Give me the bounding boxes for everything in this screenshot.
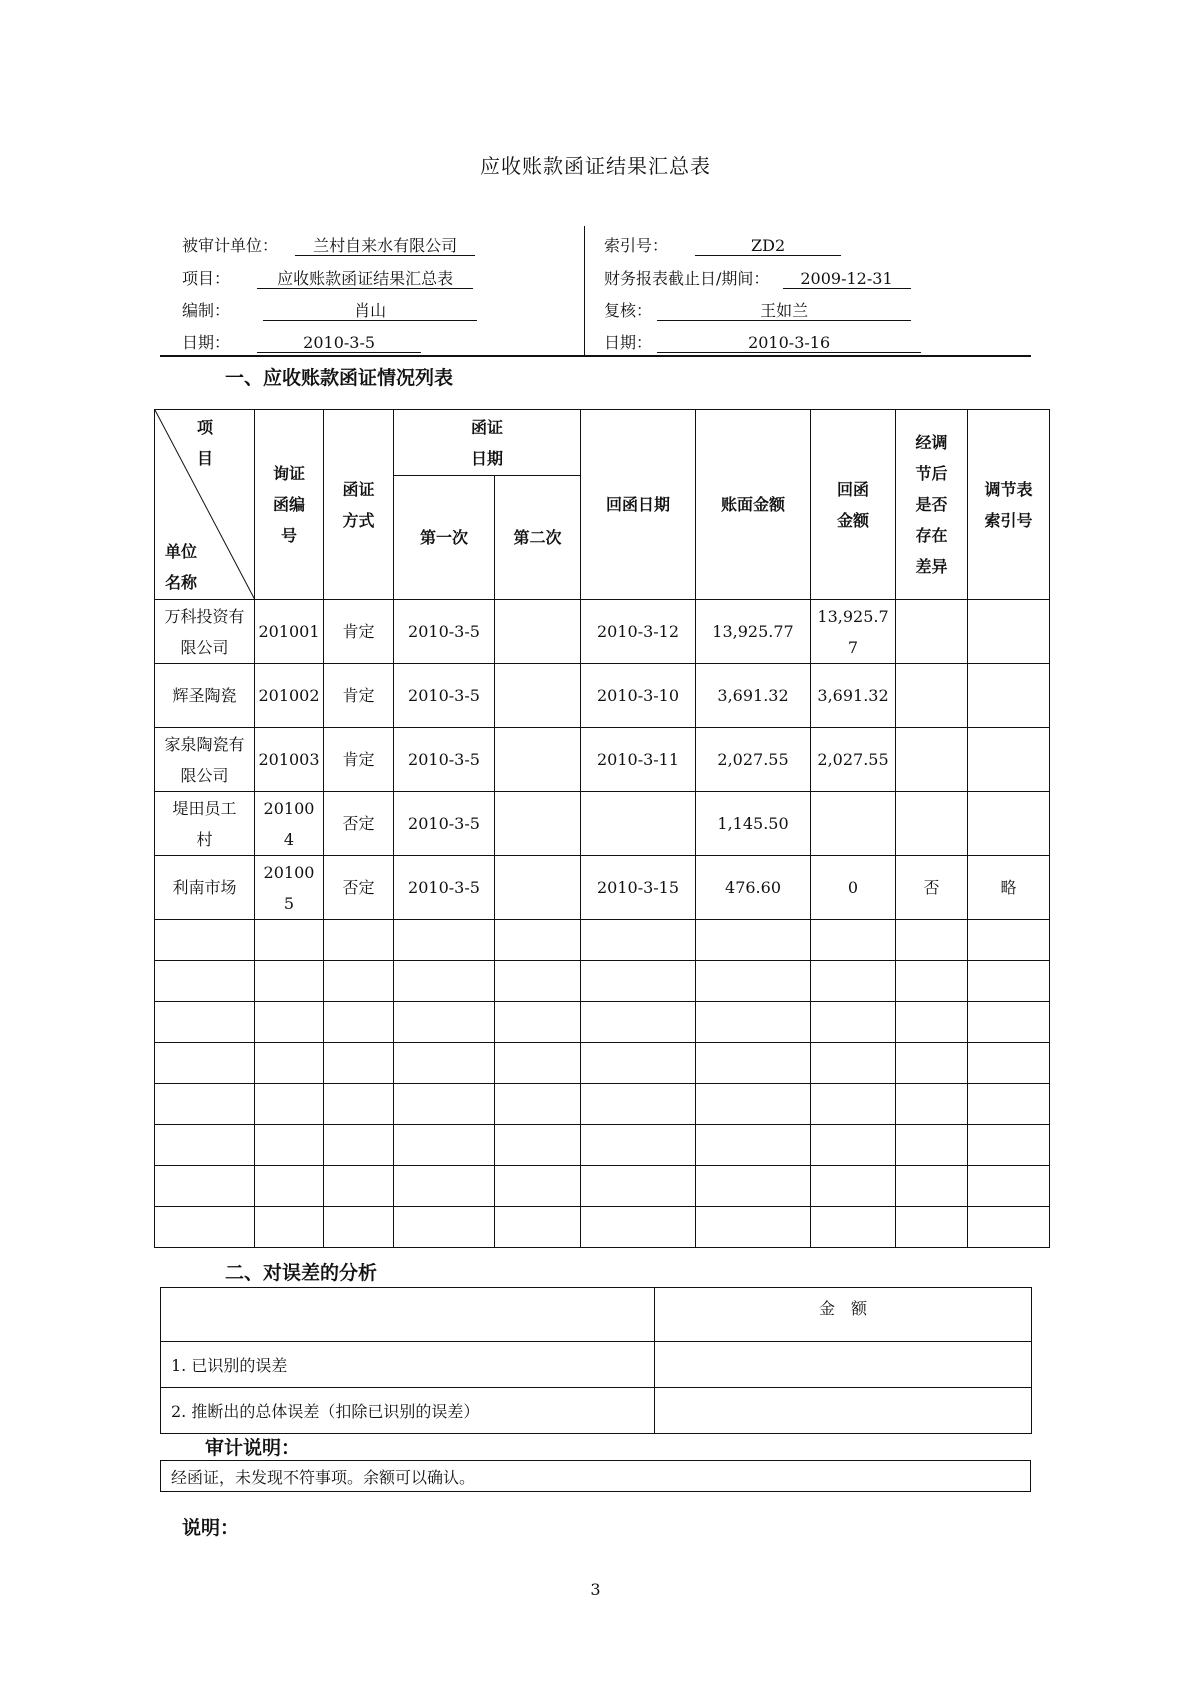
projected-error-amount: [655, 1388, 1032, 1434]
second-date-cell: [495, 728, 581, 792]
second-header: 第二次: [495, 476, 581, 600]
prepared-row: [182, 298, 477, 321]
unit-name-cell: 家泉陶瓷有限公司: [155, 728, 255, 792]
reply-date-cell: 2010-3-11: [581, 728, 696, 792]
second-date-cell: [495, 792, 581, 856]
book-amount-cell: 2,027.55: [696, 728, 811, 792]
method-cell: 否定: [324, 856, 394, 920]
unit-header-a: 单位: [165, 542, 198, 561]
note-label: 说明：: [182, 1517, 240, 1539]
difference-header: 经调节后是否存在差异: [896, 410, 968, 600]
empty-row: [155, 1084, 1050, 1125]
reply-date-cell: 2010-3-15: [581, 856, 696, 920]
reply-date-cell: 2010-3-10: [581, 664, 696, 728]
adj-index-cell: [968, 792, 1050, 856]
review-date-label: 日期：: [604, 333, 653, 352]
item-header-bottom: 目: [197, 449, 214, 468]
book-amount-header: 账面金额: [696, 410, 811, 600]
first-date-cell: 2010-3-5: [394, 856, 495, 920]
second-date-cell: [495, 664, 581, 728]
projected-error-label: 2. 推断出的总体误差（扣除已识别的误差）: [161, 1388, 655, 1434]
section2-heading: 二、对误差的分析: [225, 1262, 378, 1284]
audit-note-box: [160, 1460, 1031, 1492]
reply-amount-cell: 13,925.77: [811, 600, 896, 664]
difference-cell: [896, 664, 968, 728]
table-row: [155, 664, 1050, 728]
unit-name-cell: 辉圣陶瓷: [155, 664, 255, 728]
reply-amount-cell: 3,691.32: [811, 664, 896, 728]
table-row: [155, 728, 1050, 792]
prepared-date-row: [182, 330, 421, 353]
table-row: [155, 600, 1050, 664]
unit-header-b: 名称: [165, 573, 198, 592]
difference-cell: [896, 792, 968, 856]
empty-row: [155, 1002, 1050, 1043]
second-date-cell: [495, 856, 581, 920]
reviewed-by-value: 王如兰: [657, 302, 911, 321]
letter-no-cell: 201002: [255, 664, 324, 728]
difference-cell: 否: [896, 856, 968, 920]
audited-unit-row: [182, 233, 475, 256]
letter-no-cell: 201005: [255, 856, 324, 920]
unit-name-cell: 利南市场: [155, 856, 255, 920]
unit-name-cell: 堤田员工村: [155, 792, 255, 856]
reply-amount-header: 回函金额: [811, 410, 896, 600]
reply-amount-cell: 2,027.55: [811, 728, 896, 792]
audit-note-text: 经函证，未发现不符事项。余额可以确认。: [161, 1461, 1031, 1492]
reply-date-cell: 2010-3-12: [581, 600, 696, 664]
prepared-date-value: 2010-3-5: [257, 334, 421, 353]
first-date-cell: 2010-3-5: [394, 664, 495, 728]
method-header: 函证方式: [324, 410, 394, 600]
item-header-top: 项: [197, 418, 214, 437]
empty-row: [155, 1166, 1050, 1207]
confirmation-table: [154, 409, 1050, 1248]
reply-date-cell: [581, 792, 696, 856]
index-label: 索引号：: [604, 236, 669, 255]
review-date-value: 2010-3-16: [657, 334, 921, 353]
review-row: [604, 298, 911, 321]
index-value: ZD2: [695, 237, 841, 256]
book-amount-cell: 13,925.77: [696, 600, 811, 664]
audited-unit-label: 被审计单位：: [182, 236, 279, 255]
table-row: [155, 792, 1050, 856]
first-header: 第一次: [394, 476, 495, 600]
book-amount-cell: 476.60: [696, 856, 811, 920]
difference-cell: [896, 600, 968, 664]
difference-cell: [896, 728, 968, 792]
method-cell: 肯定: [324, 664, 394, 728]
book-amount-cell: 3,691.32: [696, 664, 811, 728]
letter-no-cell: 201001: [255, 600, 324, 664]
item-value: 应收账款函证结果汇总表: [257, 270, 473, 289]
section1-heading: 一、应收账款函证情况列表: [225, 367, 454, 389]
audited-unit-value: 兰村自来水有限公司: [295, 237, 475, 256]
period-label: 财务报表截止日/期间：: [604, 269, 770, 288]
first-date-cell: 2010-3-5: [394, 728, 495, 792]
item-label: 项目：: [182, 269, 231, 288]
header-rule: [160, 355, 1031, 357]
empty-row: [155, 961, 1050, 1002]
adj-index-cell: [968, 728, 1050, 792]
page-number: 3: [590, 1580, 601, 1599]
review-date-row: [604, 330, 921, 353]
empty-row: [155, 1207, 1050, 1248]
empty-row: [155, 920, 1050, 961]
item-row: [182, 266, 473, 289]
adj-index-cell: [968, 664, 1050, 728]
adj-index-cell: [968, 600, 1050, 664]
second-date-cell: [495, 600, 581, 664]
analysis-blank-header: [161, 1288, 655, 1342]
empty-row: [155, 1043, 1050, 1084]
prepared-date-label: 日期：: [182, 333, 231, 352]
header-divider: [584, 226, 585, 355]
adj-index-cell: 略: [968, 856, 1050, 920]
reply-amount-cell: 0: [811, 856, 896, 920]
prepared-label: 编制：: [182, 301, 231, 320]
book-amount-cell: 1,145.50: [696, 792, 811, 856]
amount-header: 金 额: [655, 1288, 1032, 1342]
adj-index-header: 调节表索引号: [968, 410, 1050, 600]
empty-row: [155, 1125, 1050, 1166]
unit-name-cell: 万科投资有限公司: [155, 600, 255, 664]
error-analysis-table: [160, 1287, 1032, 1434]
period-value: 2009-12-31: [783, 270, 911, 289]
method-cell: 肯定: [324, 600, 394, 664]
letter-no-cell: 201004: [255, 792, 324, 856]
letter-no-cell: 201003: [255, 728, 324, 792]
identified-error-label: 1. 已识别的误差: [161, 1342, 655, 1388]
identified-error-amount: [655, 1342, 1032, 1388]
table-row: [155, 856, 1050, 920]
period-row: [604, 266, 911, 289]
method-cell: 肯定: [324, 728, 394, 792]
prepared-by-value: 肖山: [263, 302, 477, 321]
method-cell: 否定: [324, 792, 394, 856]
index-row: [604, 233, 841, 256]
audit-note-label: 审计说明：: [205, 1437, 301, 1459]
item-unit-header: [155, 410, 255, 600]
page-title: 应收账款函证结果汇总表: [480, 154, 711, 178]
confirm-date-header: 函证日期: [394, 410, 581, 476]
first-date-cell: 2010-3-5: [394, 600, 495, 664]
reply-amount-cell: [811, 792, 896, 856]
review-label: 复核：: [604, 301, 653, 320]
first-date-cell: 2010-3-5: [394, 792, 495, 856]
letter-no-header: 询证函编号: [255, 410, 324, 600]
reply-date-header: 回函日期: [581, 410, 696, 600]
